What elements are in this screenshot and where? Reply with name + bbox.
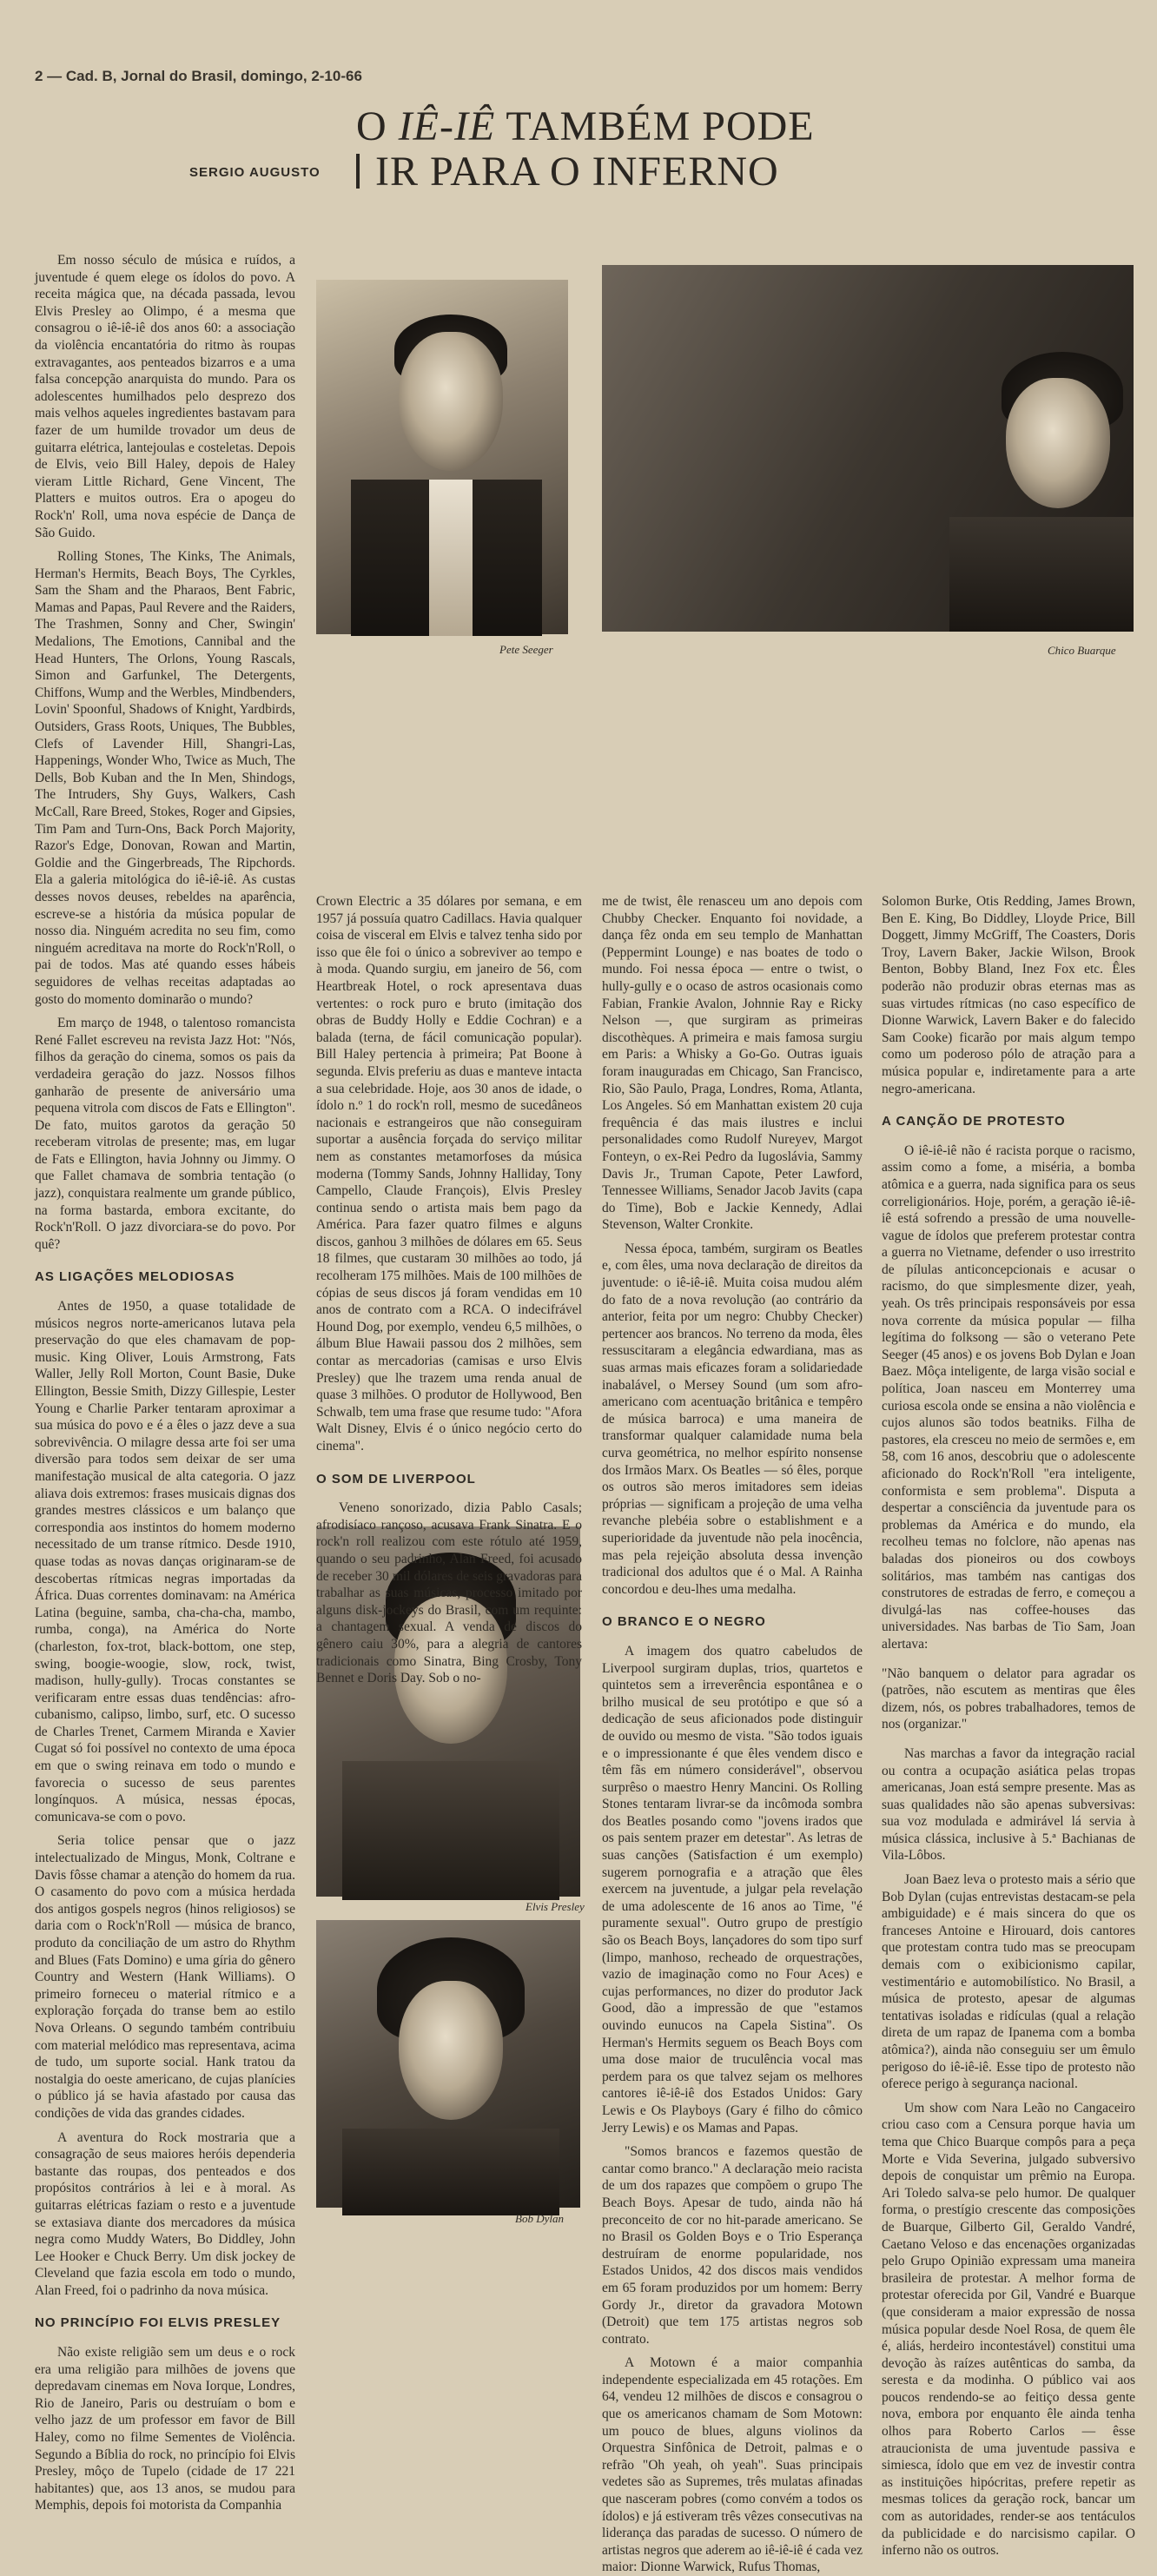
paragraph: "Somos brancos e fazemos questão de cantar como branco." A declaração meio racista de um dos rapazes que compõem o grupo The Beach Boys. Apesar de tudo, ainda não há preconceito de cor no hit-parade americano. Se no Brasil os Golden Boys e o Trio Esperança destruíram de enorme popularidade, nos Estados Unidos, 42 dos discos mais vendidos em 65 foram produzidos por um homem: Berry Gordy Jr., diretor da gravadora Motown (Detroit) que tem 175 artistas negros sob contrato.	[602, 2144, 863, 2347]
paragraph: Um show com Nara Leão no Cangaceiro criou caso com a Censura porque havia um tema que Chico Buarque compôs para a peça Morte e Vida Severina, julgado subversivo depois de conquistar um prêmio na Europa. Ari Toledo salva-se pelo humor. De qualquer forma, o prestígio crescente das composições de Buarque, Gilberto Gil, Geraldo Vandré, Caetano Veloso e das encenações organizadas pelo Grupo Opinião expressam uma maneira brasileira de protestar. A melhor forma de protestar oferecida por Gil, Vandré e Buarque (que consideram a maior expressão de nossa música popular desde Noel Rosa, de quem êle é, aliás, herdeiro incontestável) constitui uma devoção às raízes autênticas do samba, da seresta e da modinha. O público vai aos poucos rendendo-se ao feitiço dessa gente nova, embora por enquanto êle ainda tenha olhos para Roberto Carlos — êsse atraucionista de uma juventude passiva e simiesca, ídolo que em vez de investir contra as instituições hipócritas, prefere repetir as mesmas tolices da geração rock, bancar um com as autoridades, render-se aos tentáculos da publicidade e do narcisismo capilar. O inferno não os outros.	[882, 2100, 1135, 2559]
paragraph: Veneno sonorizado, dizia Pablo Casals; afrodisíaco rançoso, acusava Frank Sinatra. E o rock'n roll realizou com este rótulo até 1959, quando o seu padrinho, Alan Freed, foi acusado de receber 30 mil dólares de seis gravadoras para trabalhar as suas músicas, processo imitado por alguns disk-jockeys do Brasil, com um requinte: a chantagem sexual. A venda de discos do gênero caiu 30%, para a alegria de cantores tradicionais como Sinatra, Bing Crosby, Tony Bennet e Doris Day. Sob o no-	[316, 1500, 582, 1686]
paragraph: Rolling Stones, The Kinks, The Animals, Herman's Hermits, Beach Boys, The Cyrkles, Sam the Sham and the Pharaos, Bent Fabric, Mamas and Papas, Paul Revere and the Raiders, The Trashmen, Sonny and Cher, Swingin' Medalions, The Emotions, Cannibal and the Head Hunters, The Orlons, Young Rascals, Simon and Garfunkel, The Detergents, Chiffons, Wump and the Werbles, Mindbenders, Lovin' Spoonful, Shadows of Knight, Yardbirds, Outsiders, Grass Roots, Uniques, The Bubbles, Clefs of Lavender Hill, Shangri-Las, Happenings, Wonder Who, Twice as Much, The Dells, Bob Kuban and the In Men, Shindogs, The Intruders, Shy Guys, Walkers, Cash McCall, Rare Breed, Stokes, Roger and Gipsies, Tim Pam and Turn-Ons, Back Porch Majority, Razor's Edge, Donovan, Rowan and Martin, Goldie and the Gingerbreads, The Ripchords. Ela a galeria mitológica do iê-iê-iê. As custas desses novos deuses, rebeldes na aparência, escreve-se a história da música popular de nosso dia. Ninguém acredita no seu fim, como ninguém acreditava na morte do Rock'n'Roll, o pai de todos. Mas até quando esses hábeis seguidores de velhas receitas adaptadas ao gosto do momento dominarão o mundo?	[35, 549, 295, 1007]
paragraph: Em nosso século de música e ruídos, a juventude é quem elege os ídolos do povo. A receita mágica que, na década passada, levou Elvis Presley ao Olimpo, é a mesma que consagrou o iê-iê-iê dos anos 60: a associação da violência encantatória do ritmo às roupas extravagantes, aos penteados bizarros e a uma falsa concepção anarquista do mundo. Para os adolescentes humilhados pelo desprezo dos mais velhos aqueles ingredientes bastavam para fazer de um humilde trovador um deus de guitarra elétrica, lantejoulas e costeletas. Depois de Elvis, veio Bill Haley, depois de Haley vieram Little Richard, Gene Vincent, The Platters e muitos outros. Era o apogeu do Rock'n' Roll, uma nova espécie de Dança de São Guido.	[35, 253, 295, 540]
paragraph: Nas marchas a favor da integração racial ou contra a ocupação asiática pelas tropas americanas, Joan está sempre presente. Mas as suas qualidades não são apenas subversivas: sua voz modulada e admirável lá servia à música clássica, inclusive à 5.ª Bachianas de Vila-Lôbos.	[882, 1745, 1135, 1864]
page-title	[356, 104, 843, 195]
photo-chico-buarque	[602, 265, 1134, 632]
subheading: NO PRINCÍPIO FOI ELVIS PRESLEY	[35, 2315, 281, 2331]
subheading: AS LIGAÇÕES MELODIOSAS	[35, 1269, 235, 1285]
quote-text: "Não banquem o delator para agradar os (patrões, não escutem as mentiras que êles dizem, nós, os pobres trabalhadores, temos de nos (organizar."	[882, 1665, 1135, 1732]
column-4	[882, 893, 1135, 2559]
byline: SERGIO AUGUSTO	[189, 165, 321, 180]
subheading: O BRANCO E O NEGRO	[602, 1614, 766, 1630]
paragraph: A imagem dos quatro cabeludos de Liverpool surgiram duplas, trios, quartetos e quintetos sem a irreverência espontânea e o brilho musical de seu protótipo e que só a dedicação de seus aficionados pode distinguir de ouvido ou mesmo de vista. "São todos iguais e o impressionante é que êles vendem disco e têm fãs em número considerável", observou surprêso o maestro Henry Mancini. Os Rolling Stones tentaram livrar-se da incômoda sombra dos Beatles posando como "jovens irados que os pais sentem prazer em detestar". As letras de suas canções (Satisfaction é um exemplo) sugerem pornografia e a atração que êles exercem na juventude, a julgar pela revelação de uma adolescente de 16 anos ao Time, "é puramente sexual". Outro grupo de prestígio são os Beach Boys, lançadores do som tipo surf (limpo, manhoso, recheado de orquestrações, vazio de imaginação como no Four Aces) e cujas performances, no dizer do produtor Jack Good, dão a impressão de que "estamos ouvindo eunucos na Capela Sistina". Os Herman's Hermits seguem os Beach Boys com uma dose maior de truculência vocal mas perdem para os que talvez sejam os melhores cantores iê-iê-iê dos Estados Unidos: Gary Lewis e Os Playboys (Gary é filho do cômico Jerry Lewis) e os Mamas and Papas.	[602, 1643, 863, 2136]
column-1	[35, 252, 295, 2513]
quote-block	[882, 1665, 1135, 1733]
paragraph: A aventura do Rock mostraria que a consagração de seus maiores heróis dependeria bastante das roupas, dos penteados e dos propósitos contrários à lei e à moral. As guitarras elétricas faziam o resto e a juventude se extasiava diante dos mercadores da música negra como Muddy Waters, Bo Diddley, John Lee Hooker e Chuck Berry. Um disk jockey de Cleveland que fazia escola em todo o mundo, Alan Freed, foi o padrinho da nova música.	[35, 2129, 295, 2298]
subheading: O SOM DE LIVERPOOL	[316, 1471, 476, 1487]
paragraph: Antes de 1950, a quase totalidade de músicos negros norte-americanos lutava pela preservação do que eles chamavam de pop-music. King Oliver, Louis Armstrong, Fats Waller, Jelly Roll Morton, Count Basie, Duke Ellington, Bessie Smith, Dizzy Gillespie, Lester Young e Charlie Parker tentaram aproximar a sua música do povo e é a êles o jazz deve a sua sobrevivência. O milagre dessa arte foi ser uma diversão para todos sem deixar de ser uma manifestação musical de alta categoria. O jazz aliava dois extremos: frases musicais dignas dos grandes mestres clássicos e um balanço que correspondia aos instintos do homem moderno necessitado de um transe rítmico. Desde 1910, quase todas as novas danças originaram-se de descobertas rítmicas negras importadas da África. Duas correntes dominavam: na América Latina (beguine, samba, cha-cha-cha, mambo, rumba, conga), na América do Norte (charleston, fox-trot, black-bottom, one step, swing, boogie-woogie, slow, rock, twist, madison, hully-gully). Trocas constantes se verificaram entre essas duas tendências: afro-cubanismo, calipso, limbo, surf, etc. O sucesso de Charles Trenet, Carmem Miranda e Xavier Cugat só foi possível no contexto de uma época em que o swing reinava em todo o mundo e favorecia o sucesso de seus parentes longínquos. A música, nessas épocas, comunicava-se com o povo.	[35, 1299, 295, 1824]
paragraph: Joan Baez leva o protesto mais a sério que Bob Dylan (cujas entrevistas destacam-se pela ambiguidade) e é mais sincera do que os franceses Antoine e Hirouard, dois cantores que protestam contra tudo mas se preocupam demais com o exibicionismo capilar, vestimentário e automobilístico. No Brasil, a música de protesto, apesar de algumas tentativas isoladas e ridículas (qual a relação direta de um rapaz de Ipanema com a bomba atômica?), ainda não conseguiu ser um êmulo perigoso do iê-iê-iê. Esse tipo de protesto não oferece perigo à segurança nacional.	[882, 1872, 1135, 2092]
paragraph: Não existe religião sem um deus e o rock era uma religião para milhões de jovens que depredavam cinemas em Nova Iorque, Londres, Rio de Janeiro, Paris ou destruíam o bom e velho jazz de um professor em favor de Bill Haley, como no filme Sementes de Violência. Segundo a Bíblia do rock, no princípio foi Elvis Presley, môço de Tupelo (cidade de 17 221 habitantes) que, aos 13 anos, se mudou para Memphis, depois foi motorista da Companhia	[35, 2345, 295, 2513]
paragraph: Seria tolice pensar que o jazz intelectualizado de Mingus, Monk, Coltrane e Davis fôsse chamar a atenção do homem da rua. O casamento do povo com a música herdada dos antigos gospels negros (hinos religiosos) se daria com o Rock'n'Roll — música de branco, produto da conciliação de um astro do Rhythm and Blues (Fats Domino) e uma gíria do gênero Country and Western (Hank Williams). O primeiro forneceu o material rítmico e a exploração forçada do transe bem ao estilo Nova Orleans. O segundo também contribuiu com material melódico mas representava, acima de tudo, um suporte social. Hank tratou da nostalgia do oeste americano, de cujas planícies o público já se havia afastado por causa das condições de vida das grandes cidades.	[35, 1833, 295, 2121]
paragraph: Solomon Burke, Otis Redding, James Brown, Ben E. King, Bo Diddley, Lloyde Price, Bill Doggett, Jimmy McGriff, The Coasters, Doris Troy, Lavern Baker, Jackie Wilson, Brook Benton, Bobby Bland, Inez Fox etc. Êles poderão não produzir obras eternas mas as suas virtudes rítmicas (no caso específico de Dionne Warwick, Lavern Baker e do falecido Sam Cooke) ficarão por mais algum tempo como um poderoso pólo de atração para a música popular e, indiretamente para a arte negro-americana.	[882, 894, 1135, 1096]
title-word-o: O	[356, 103, 387, 149]
paragraph: A Motown é a maior companhia independente especializada em 45 rotações. Em 64, vendeu 12 milhões de discos e consagrou o que os americanos chamam de Som Motown: um pouco de blues, alguns violinos da Orquestra Sinfônica de Detroit, palmas e o refrão "Oh yeah, oh yeah". Suas principais vedetes são as Supremes, três mulatas afinadas que nasceram pobres (como convém a todos os ídolos) e já estiveram três vêzes consecutivas na liderança das paradas de sucesso. O número de artistas negros que aderem ao iê-iê-iê é cada vez maior: Dionne Warwick, Rufus Thomas,	[602, 2355, 863, 2575]
column-2	[316, 893, 582, 1686]
caption-bob-dylan: Bob Dylan	[515, 2212, 564, 2225]
paragraph: Nessa época, também, surgiram os Beatles e, com êles, uma nova declaração de direitos da juventude: o iê-iê-iê. Muita coisa mudou além do fato de a nova revolução (ao contrário da anterior, feita por um negro: Chubby Checker) pertencer aos brancos. No terreno da moda, êles ressuscitaram a elegância edwardiana, mas as suas armas mais eficazes foram a solidariedade inabalável, o Mersey Sound (um som afro-americano com acentuação britânica e tempêro de música barroca) e uma maneira de transformar qualquer calamidade numa bela curva geométrica, no melhor espírito nonsense dos Irmãos Marx. Os Beatles — só êles, porque os outros são meros imitadores sem ideias próprias — significam a projeção de uma velha revanche plebéia sobre o establishment e a superioridade da juventude não pela inocência, mas pela rejeição absoluta dessa invenção tradicional dos adultos que é o Mal. A Rainha concordou e deu-lhes uma medalha.	[602, 1241, 863, 1597]
caption-elvis-presley: Elvis Presley	[526, 1900, 585, 1913]
page-header: 2 — Cad. B, Jornal do Brasil, domingo, 2-10-66	[35, 68, 362, 84]
paragraph: O iê-iê-iê não é racista porque o racismo, assim como a fome, a miséria, a bomba atômica e a guerra, nada significa para os seus correligionários. Hoje, porém, a geração iê-iê-iê está sofrendo a pressão de uma nouvelle-vague de ídolos que preferem protestar contra a guerra no Vietname, defender o uso irrestrito de pílulas anticoncepcionais e acusar o racismo, do que simplesmente dizer, yeah, yeah. Os três principais responsáveis por essa nova corrente da música popular — filha legítima do folksong — são o veterano Pete Seeger (45 anos) e os jovens Bob Dylan e Joan Baez. Môça inteligente, de larga visão social e política, Joan nasceu em Monterrey uma curiosa escola onde se ensina a não violência e cujos alunos são todos beatniks. Filha de pastores, ela cresceu no meio de sermões e, em 58, com 16 anos, descobriu que o adolescente aficionado do Rock'n'Roll "era inteligente, conformista e sem problema". Disputa a despertar a consciência da juventude para os problemas da América e do mundo, ela recolheu temas no folclore, não apenas nas baladas dos pioneiros ou dos cowboys solitários, mas também nas cantigas dos construtores de estradas de ferro, e começou a divulgá-las nas coffee-houses das universidades. Nas barbas de Tio Sam, Joan alertava:	[882, 1142, 1135, 1652]
paragraph: me de twist, êle renasceu um ano depois com Chubby Checker. Enquanto foi novidade, a dança fêz onda em seu templo de Manhattan (Peppermint Lounge) e nas boates de todo o mundo. Foi nessa época — entre o twist, o hully-gully e o ocaso de astros ocasionais como Fabian, Frankie Avalon, Johnnie Ray e Ricky Nelson —, que surgiram as primeiras discothèques. A primeira e mais famosa surgiu em Paris: a Whisky a Go-Go. Outras iguais foram inauguradas em Chicago, San Francisco, Rio, São Paulo, Praga, Londres, Roma, Atlanta, Los Angeles. Só em Manhattan existem 20 cuja frequência é das mais ilustres e inclui personalidades como Rudolf Nureyev, Margot Fonteyn, o ex-Rei Pedro da Iugoslávia, Sammy Davis Jr., Truman Capote, Peter Lawford, Tennessee Williams, Senador Jacob Javits (capa do Time), Bob e Jackie Kennedy, Adlai Stevenson, Walter Cronkite.	[602, 894, 863, 1233]
caption-pete-seeger: Pete Seeger	[499, 643, 553, 656]
title-bar	[356, 154, 360, 189]
photo-bob-dylan	[316, 1920, 580, 2208]
caption-chico-buarque: Chico Buarque	[1048, 644, 1116, 657]
paragraph: Crown Electric a 35 dólares por semana, e em 1957 já possuía quatro Cadillacs. Havia qualquer coisa de visceral em Elvis e talvez tenha sido por isso que êle foi o único a sobreviver ao tempo e à moda. Quando surgiu, em janeiro de 56, com Heartbreak Hotel, o rock apresentava duas vertentes: o rock puro e bruto (imitação dos obras de Buddy Holly e Eddie Cochran) e a balada (terna, de fácil comunicação popular). Bill Haley pertencia à primeira; Pat Boone à segunda. Elvis preferiu as duas e manteve intacta a sua celebridade. Hoje, aos 30 anos de idade, o ídolo n.º 1 do rock'n roll, mesmo de sucedâneos nacionais e estrangeiros que não conseguiram suportar a ausência forçada do serviço militar nem as constantes metamorfoses da música moderna (Tommy Sands, Johnny Halliday, Tony Campello, Claude François), Elvis Presley continua sendo o artista mais bem pago da América. Para fazer quatro filmes e alguns discos, ganhou 3 milhões de dólares em 65. Seus 18 filmes, que custaram 30 milhões ao todo, já recolheram 175 milhões. Mais de 100 milhões de cópias de seus discos já foram vendidas em 10 anos de contrato com a RCA. O indecifrável Hound Dog, por exemplo, vendeu 6,5 milhões, o álbum Blue Hawaii passou dos 2 milhões, sem contar as mercadorias (camisas e urso Elvis Presley) que lhe trazem uma renda anual de quase 3 milhões. O produtor de Hollywood, Ben Schwalb, tem uma frase que resume tudo: "Afora Walt Disney, Elvis é o único negócio certo do cinema".	[316, 894, 582, 1454]
title-line2: IR PARA O INFERNO	[375, 149, 779, 195]
column-3	[602, 893, 863, 2575]
photo-pete-seeger	[316, 280, 568, 634]
title-rest: TAMBÉM PODE	[506, 103, 815, 149]
paragraph: Em março de 1948, o talentoso romancista René Fallet escreveu na revista Jazz Hot: "Nós, filhos da geração do cinema, somos os pais da verdadeira geração do jazz. Nossos filhos ganharão de presente de aniversário uma pequena vitrola com discos de Fats e Ellington". De fato, muitos garotos da geração 50 receberam vitrolas de presente; mas, em lugar de Fats e Ellington, havia Johnny ou Jimmy. O que Fallet chamava de sombria tentação (o jazz), conquistara realmente um grande público, na forma bastarda, embora excitante, do Rock'n'Roll. O jazz divorciara-se do povo. Por quê?	[35, 1016, 295, 1252]
subheading: A CANÇÃO DE PROTESTO	[882, 1114, 1066, 1129]
title-ieie: IÊ-IÊ	[398, 103, 496, 149]
